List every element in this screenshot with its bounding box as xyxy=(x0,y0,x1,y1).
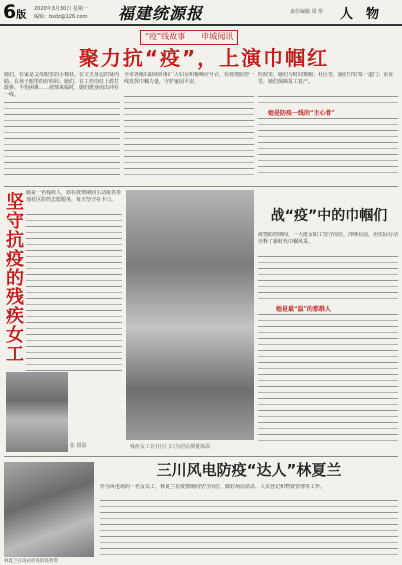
right-subhead-2: 她是最“温”的那群人 xyxy=(276,306,331,313)
sidebar-vertical-title: 坚守抗疫的残疾女工 xyxy=(3,192,24,363)
top-left-text xyxy=(4,72,120,182)
page-number-value: 6 xyxy=(3,1,17,23)
date-line: 2020年3月30日 星期一 xyxy=(34,6,88,12)
banner-kicker xyxy=(140,30,238,45)
top-right-text xyxy=(258,72,398,182)
page-unit: 版 xyxy=(16,10,27,21)
section-right: 责任编辑 周 彤 xyxy=(290,9,324,15)
bottom-text xyxy=(100,484,398,560)
editor-line: 编辑：bsdz@126.com xyxy=(34,14,88,20)
banner-kicker-text: “疫”线故事 申城闻讯 xyxy=(145,32,234,41)
banner-headline: 聚力抗“疫”，上演巾帼红 xyxy=(78,46,330,70)
feature-text xyxy=(258,232,398,447)
left-photo xyxy=(6,372,68,452)
bottom-paragraph: 作为风电场的一名女员工，林夏兰在疫情期间坚守岗位，做好场站消杀、人员登记和物资管理等工作。 xyxy=(100,484,326,490)
masthead-rule xyxy=(0,24,402,26)
top-left-lead: 她们，在家是父母眼里的小棉袄、在丈夫身边的贤内助、在孩子眼里的好妈妈；她们，在工作岗位上敢打敢拼、不怕困难……疫情来临时，她们挺身而出冲在一线。 xyxy=(4,72,120,98)
page-number xyxy=(3,2,26,26)
mid-photo-caption: 残疾女工在社区门口为居民测量体温 xyxy=(130,444,211,450)
bottom-photo xyxy=(4,462,94,557)
bottom-headline: 三川风电防疫“达人”林夏兰 xyxy=(156,461,342,479)
feature-headline: 战“疫”中的巾帼们 xyxy=(270,208,388,224)
top-mid-text xyxy=(124,72,254,182)
masthead xyxy=(0,0,402,26)
left-photo-caption: 张 摄影 xyxy=(70,443,87,449)
bottom-divider xyxy=(4,456,398,457)
bottom-photo-caption: 林夏兰在场站检查防疫物资 xyxy=(4,559,58,564)
sidebar-paragraph: 她是一名残疾人，却在疫情期间主动报名参加社区防控志愿服务，每天坚守在卡口。 xyxy=(26,190,122,203)
section-name: 人 物 xyxy=(340,7,380,22)
paper-name: 福建统源报 xyxy=(118,4,204,23)
mid-photo xyxy=(126,190,254,440)
top-right-lead: 医院里，她们与时间赛跑；社区里，她们守好每一道门；企业里，她们保障复工复产。 xyxy=(258,72,394,85)
top-mid-lead: 全市各级妇联组织和广大妇女积极响应号召，在疫情防控一线发挥巾帼力量，守护家园平安。 xyxy=(124,72,254,85)
right-subhead-1: 她是防疫一线的“主心骨” xyxy=(268,110,335,117)
feature-paragraph: 疫情防控期间，一大批女职工坚守岗位、冲锋在前，用实际行动诠释了新时代巾帼风采。 xyxy=(258,232,398,245)
top-divider xyxy=(4,186,398,187)
